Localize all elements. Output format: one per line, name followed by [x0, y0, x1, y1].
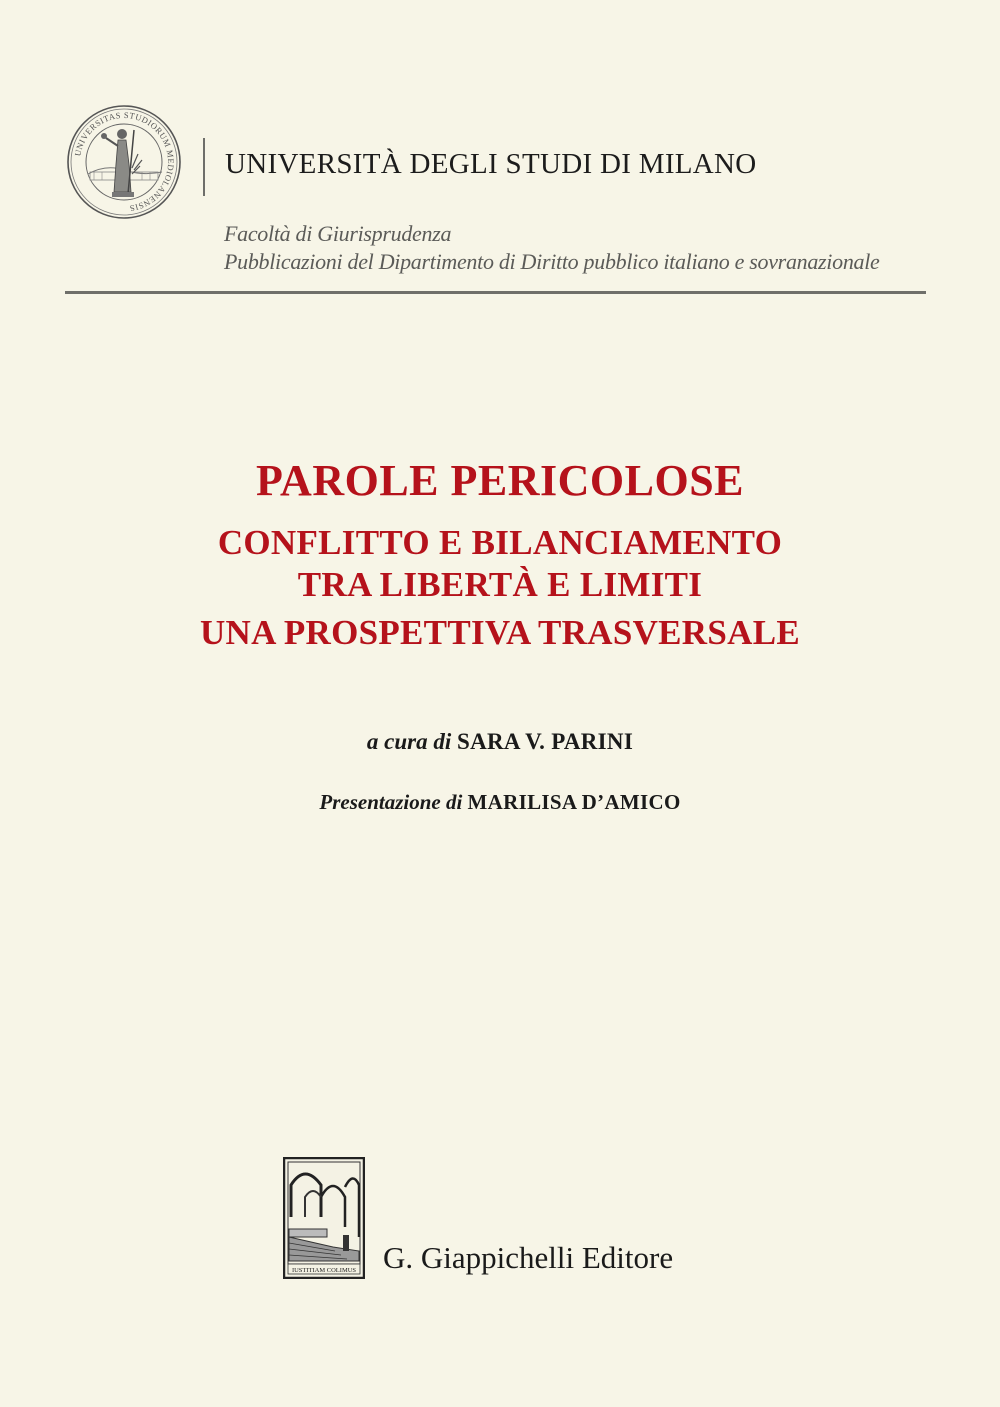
header-divider	[203, 138, 205, 196]
svg-text:IUSTITIAM COLIMUS: IUSTITIAM COLIMUS	[291, 1267, 357, 1274]
presentation-lead: Presentazione di	[319, 790, 463, 814]
university-name: UNIVERSITÀ DEGLI STUDI DI MILANO	[225, 148, 757, 180]
subtitle-line: TRA LIBERTÀ E LIMITI	[297, 565, 703, 604]
editor-credit	[0, 729, 1000, 755]
book-title: PAROLE PERICOLOSE	[255, 456, 745, 505]
university-seal-icon	[66, 104, 182, 220]
header-rule	[65, 291, 926, 294]
publisher-logo-icon	[283, 1157, 365, 1279]
svg-text:UNIVERSITAS STUDIORUM MEDIOLAN: UNIVERSITAS STUDIORUM MEDIOLANENSIS	[72, 109, 177, 214]
subtitle-line: UNA PROSPETTIVA TRASVERSALE	[199, 613, 801, 652]
faculty-block	[224, 220, 880, 276]
editor-lead: a cura di	[366, 729, 452, 754]
editor-name: SARA V. PARINI	[456, 729, 634, 754]
presentation-name: MARILISA D’AMICO	[467, 790, 681, 814]
presentation-credit	[0, 790, 1000, 815]
faculty-name: Facoltà di Giurisprudenza	[224, 221, 452, 246]
publisher-name: G. Giappichelli Editore	[383, 1240, 674, 1275]
subtitle-line: CONFLITTO E BILANCIAMENTO	[217, 523, 783, 562]
title-block	[0, 452, 1000, 654]
series-name: Pubblicazioni del Dipartimento di Diritto pubblico italiano e sovranazionale	[224, 249, 880, 274]
